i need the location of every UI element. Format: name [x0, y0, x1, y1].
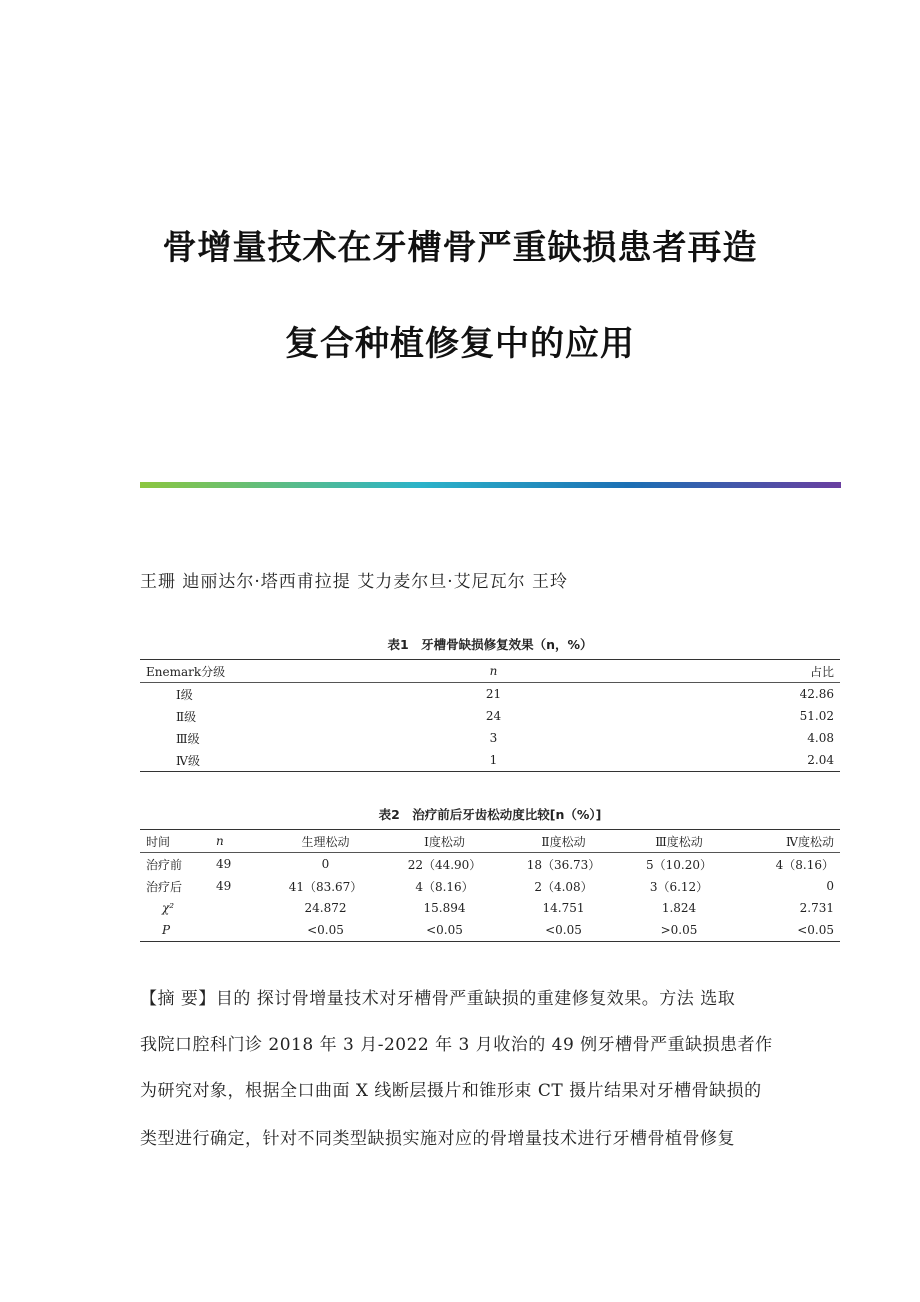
table2-cell: 1.824 [661, 901, 697, 915]
table2-cell: 治疗后 [146, 879, 183, 894]
table2-cell: 14.751 [542, 901, 585, 915]
table2-tooth-mobility [140, 829, 840, 942]
table2-row [140, 853, 840, 876]
table2-cell: <0.05 [545, 923, 582, 937]
table2-cell [210, 919, 266, 942]
table1-cell: 24 [485, 709, 502, 723]
table1-cell: 1 [489, 753, 498, 767]
table1-cell: Ⅱ级 [176, 709, 197, 724]
table2-cell: 治疗前 [146, 857, 183, 872]
table1-row [140, 749, 840, 772]
table1-header-cell: n [489, 664, 498, 678]
table2-cell: 5（10.20） [646, 857, 712, 872]
table2-cell: 4（8.16） [775, 857, 834, 872]
table1-cell: 21 [485, 687, 502, 701]
table2-cell: P [162, 923, 171, 937]
table2-cell: 2.731 [799, 901, 834, 915]
table2-row [140, 875, 840, 897]
table2-cell: 3（6.12） [649, 879, 709, 894]
paper-title-line-2: 复合种植修复中的应用 [285, 324, 635, 364]
table1-cell: 4.08 [807, 731, 834, 745]
table2-header-cell: Ⅳ度松动 [786, 834, 834, 849]
table2-cell: <0.05 [426, 923, 463, 937]
table1-cell: Ⅲ级 [176, 731, 200, 746]
table2-cell: 18（36.73） [526, 857, 601, 872]
abstract-line: 【摘 要】目的 探讨骨增量技术对牙槽骨严重缺损的重建修复效果。方法 选取 [140, 989, 736, 1009]
table1-header-row [140, 660, 840, 683]
table2-cell: >0.05 [660, 923, 698, 937]
table1-cell: 42.86 [799, 687, 834, 701]
table1-cell: 3 [489, 731, 498, 745]
table1-row [140, 727, 840, 749]
table2-cell: 15.894 [423, 901, 466, 915]
abstract-line: 我院口腔科门诊 2018 年 3 月-2022 年 3 月收治的 49 例牙槽骨严重缺损患者作 [140, 1035, 773, 1055]
table1-caption: 表1 牙槽骨缺损修复效果（n，%） [387, 637, 593, 652]
table1-row [140, 705, 840, 727]
table2-cell: 4（8.16） [415, 879, 474, 894]
table2-cell: 41（83.67） [288, 879, 363, 894]
table2-header-cell: Ⅲ度松动 [655, 834, 703, 849]
table2-header-cell: Ⅰ度松动 [424, 834, 465, 849]
table1-cell: Ⅳ级 [176, 753, 200, 768]
table2-cell: <0.05 [307, 923, 344, 937]
table2-row [140, 919, 840, 942]
paper-title-line-1: 骨增量技术在牙槽骨严重缺损患者再造 [162, 228, 758, 268]
table2-header-cell: 时间 [146, 834, 171, 849]
table2-cell: 22（44.90） [407, 857, 482, 872]
table2-cell [210, 897, 266, 919]
table2-header-cell: Ⅱ度松动 [541, 834, 586, 849]
table2-cell: 0 [321, 857, 330, 871]
table2-header-cell: 生理松动 [301, 834, 350, 849]
table2-cell: 24.872 [304, 901, 347, 915]
table1-header-cell: 占比 [809, 664, 834, 679]
table2-cell: χ² [162, 901, 175, 915]
table2-cell: 0 [826, 879, 834, 893]
table2-header-row [140, 830, 840, 853]
author-list: 王珊 迪丽达尔·塔西甫拉提 艾力麦尔旦·艾尼瓦尔 王玲 [140, 572, 569, 592]
table2-cell: <0.05 [797, 923, 834, 937]
table1-cell: 2.04 [807, 753, 834, 767]
abstract-line: 类型进行确定，针对不同类型缺损实施对应的骨增量技术进行牙槽骨植骨修复 [140, 1129, 735, 1149]
table2-cell: 49 [216, 857, 232, 871]
gradient-divider [140, 482, 841, 488]
table1-cell: Ⅰ级 [176, 687, 193, 702]
abstract-line: 为研究对象，根据全口曲面 X 线断层摄片和锥形束 CT 摄片结果对牙槽骨缺损的 [140, 1081, 762, 1101]
table2-cell: 49 [216, 879, 232, 893]
table2-cell: 2（4.08） [534, 879, 593, 894]
table2-row [140, 897, 840, 919]
table1-row [140, 683, 840, 706]
table1-header-cell: Enemark分级 [146, 664, 226, 679]
table1-repair-effect [140, 659, 840, 772]
table1-cell: 51.02 [799, 709, 834, 723]
table2-header-cell: n [216, 834, 224, 848]
table2-caption: 表2 治疗前后牙齿松动度比较[n（%）] [378, 807, 602, 822]
